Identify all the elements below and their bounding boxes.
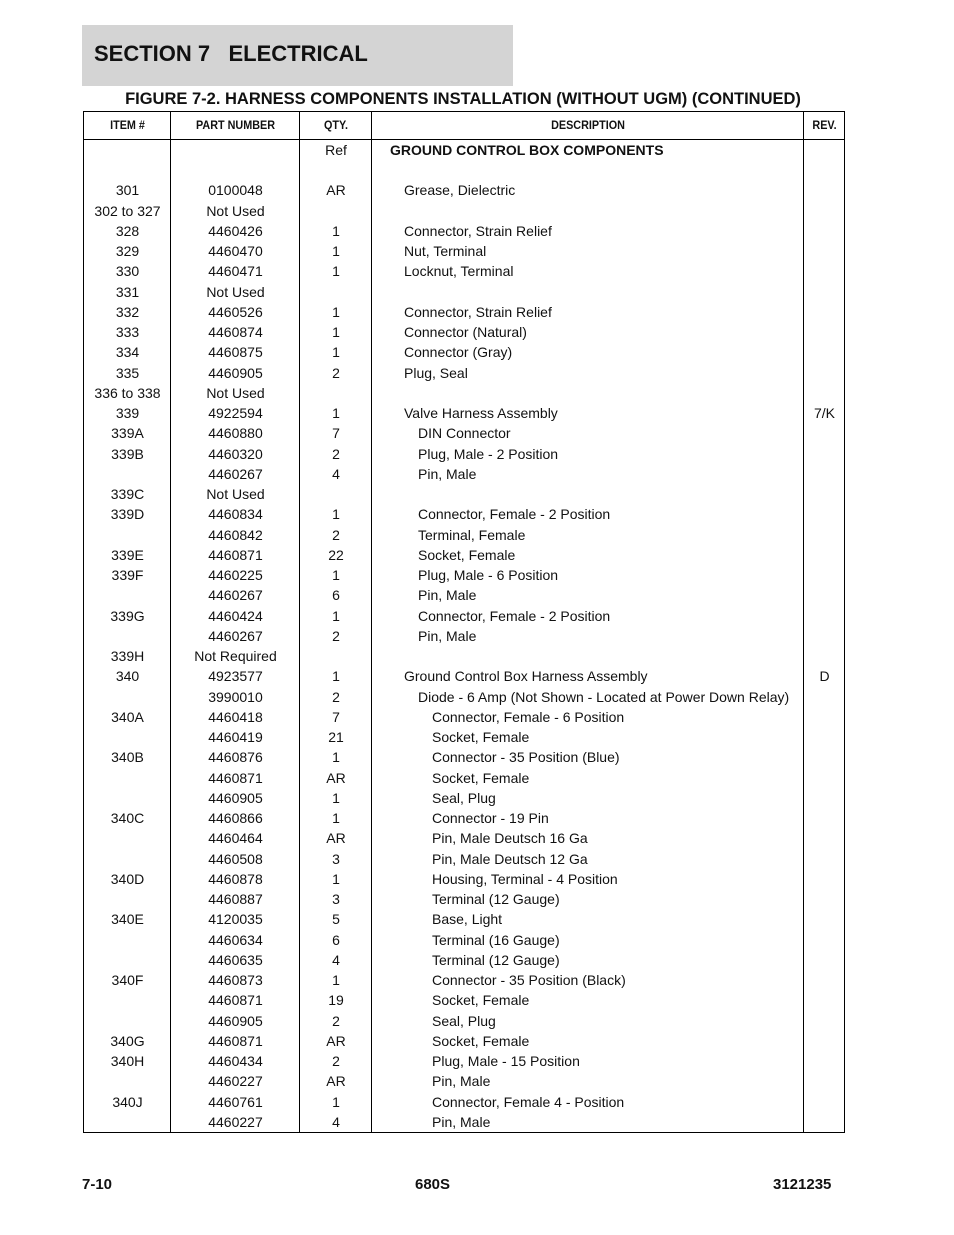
part-number-cell: 4460419 [208, 729, 263, 745]
table-row [84, 403, 844, 423]
item-number-cell: 339B [111, 445, 144, 462]
description-cell: Pin, Male [418, 465, 477, 482]
description-cell: Connector - 19 Pin [432, 810, 549, 826]
item-number-cell: 340D [110, 870, 145, 887]
quantity-cell: 1 [332, 607, 340, 624]
description-cell: Locknut, Terminal [404, 263, 514, 280]
description-cell: Terminal, Female [418, 526, 526, 543]
quantity-cell: AR [326, 1073, 346, 1090]
table-row [84, 282, 844, 302]
table-row [84, 201, 844, 221]
item-number-cell: 332 [115, 303, 140, 320]
part-number-cell: 4460871 [208, 992, 263, 1009]
table-row [84, 828, 844, 848]
table-row [84, 1092, 844, 1112]
description-cell: Socket, Female [418, 546, 516, 563]
quantity-cell: 3 [332, 850, 340, 867]
item-number-cell: 340G [110, 1032, 145, 1049]
table-row [84, 525, 844, 545]
item-number-cell: 340C [110, 810, 145, 826]
part-number-cell: 4460880 [208, 425, 263, 442]
column-header-item: ITEM # [110, 118, 145, 132]
description-cell: Ground Control Box Harness Assembly [404, 668, 648, 685]
table-row [84, 423, 844, 443]
description-cell: Terminal (16 Gauge) [432, 931, 560, 948]
part-number-cell: 4923577 [208, 668, 263, 685]
part-number-cell: 4460227 [208, 1113, 263, 1130]
quantity-cell: 2 [332, 627, 340, 644]
quantity-cell: AR [326, 182, 346, 199]
part-number-cell: Not Required [194, 648, 277, 664]
table-row [84, 464, 844, 484]
description-cell: Grease, Dielectric [404, 182, 516, 199]
table-row [84, 322, 844, 342]
quantity-cell: 1 [332, 344, 340, 361]
table-row [84, 504, 844, 524]
item-number-cell: 302 to 327 [94, 202, 161, 219]
description-cell: Plug, Male - 6 Position [418, 567, 559, 583]
quantity-cell: 1 [332, 222, 340, 239]
table-row [84, 808, 844, 828]
table-row [84, 768, 844, 788]
part-number-cell: 4460424 [208, 607, 263, 624]
part-number-cell: 4120035 [208, 911, 263, 928]
quantity-cell: 1 [332, 789, 340, 806]
item-number-cell: 339G [110, 607, 145, 624]
table-row [84, 180, 844, 200]
item-number-cell: 330 [115, 263, 140, 280]
table-row [84, 302, 844, 322]
part-number-cell: 4460434 [208, 1053, 263, 1069]
quantity-cell: AR [326, 830, 346, 847]
quantity-cell: 1 [332, 324, 340, 340]
item-number-cell: 340A [111, 708, 144, 725]
quantity-cell: 1 [332, 405, 340, 421]
part-number-cell: 4460887 [208, 891, 263, 907]
description-cell: Connector - 35 Position (Blue) [432, 749, 620, 766]
description-cell: Pin, Male [432, 1073, 491, 1090]
column-header-rev: REV. [812, 118, 837, 132]
table-row [84, 383, 844, 403]
quantity-cell: 1 [332, 749, 340, 766]
item-number-cell: 301 [115, 182, 140, 199]
quantity-cell: 7 [332, 425, 340, 442]
footer-model: 680S [415, 1176, 451, 1193]
quantity-cell: 4 [332, 951, 340, 968]
table-row [84, 889, 844, 909]
table-row [84, 950, 844, 970]
quantity-cell: 2 [332, 364, 340, 381]
table-row [84, 930, 844, 950]
column-header-qty: QTY. [323, 118, 348, 132]
quantity-cell: 3 [332, 891, 340, 907]
item-number-cell: 329 [115, 243, 140, 259]
description-cell: Connector, Female - 2 Position [418, 607, 611, 624]
description-cell: Connector, Female - 2 Position [418, 506, 611, 523]
part-number-cell: 3990010 [208, 688, 263, 705]
quantity-cell: 19 [328, 992, 344, 1009]
table-row [84, 565, 844, 585]
quantity-cell: 2 [332, 688, 340, 705]
item-number-cell: 340E [111, 911, 144, 928]
table-row [84, 585, 844, 605]
part-number-cell: 4460320 [208, 445, 263, 462]
description-cell: Housing, Terminal - 4 Position [432, 870, 618, 887]
column-header-part-number: PART NUMBER [195, 118, 276, 132]
description-cell: Plug, Seal [404, 364, 468, 381]
description-cell: Connector, Female 4 - Position [432, 1093, 625, 1110]
part-number-cell: 4460874 [208, 324, 263, 340]
item-number-cell: 339F [111, 567, 144, 583]
part-number-cell: 4460866 [208, 810, 263, 826]
item-number-cell: 331 [115, 283, 140, 300]
item-number-cell: 339E [111, 546, 144, 563]
item-number-cell: 339A [111, 425, 144, 442]
table-row [84, 990, 844, 1010]
part-number-cell: 4922594 [208, 405, 263, 421]
item-number-cell: 339C [110, 486, 145, 502]
table-row [84, 261, 844, 281]
quantity-cell: 6 [332, 587, 340, 604]
parts-table [83, 111, 845, 1133]
item-number-cell: 335 [115, 364, 140, 381]
description-cell: Pin, Male Deutsch 12 Ga [432, 850, 588, 867]
quantity-cell: Ref [325, 142, 347, 158]
table-row [84, 666, 844, 686]
quantity-cell: 2 [332, 445, 340, 462]
section-title: SECTION 7 ELECTRICAL [94, 41, 368, 66]
quantity-cell: 4 [332, 1113, 340, 1130]
part-number-cell: 4460878 [208, 870, 263, 887]
column-header-description: DESCRIPTION [551, 118, 625, 132]
description-cell: Plug, Male - 15 Position [432, 1053, 580, 1069]
part-number-cell: 4460267 [208, 465, 263, 482]
item-number-cell: 339 [115, 405, 140, 421]
footer-page-number: 7-10 [82, 1176, 113, 1193]
section-header-band [82, 25, 513, 86]
description-cell: Connector, Strain Relief [404, 222, 552, 239]
description-cell: Pin, Male [432, 1113, 491, 1130]
quantity-cell: 4 [332, 465, 340, 482]
part-number-cell: 0100048 [208, 182, 263, 199]
description-cell: Seal, Plug [432, 1012, 496, 1029]
description-cell: Socket, Female [432, 769, 530, 786]
quantity-cell: 1 [332, 972, 340, 988]
part-number-cell: 4460834 [208, 506, 263, 523]
description-cell: Plug, Male - 2 Position [418, 445, 559, 462]
quantity-cell: 1 [332, 567, 340, 583]
table-row [84, 909, 844, 929]
revision-cell: 7/K [813, 405, 835, 421]
part-number-cell: Not Used [206, 283, 265, 300]
item-number-cell: 339H [110, 648, 145, 664]
table-row [84, 1112, 844, 1132]
part-number-cell: 4460871 [208, 769, 263, 786]
item-number-cell: 339D [110, 506, 145, 523]
quantity-cell: 1 [332, 810, 340, 826]
quantity-cell: 5 [332, 911, 340, 928]
table-row [84, 444, 844, 464]
part-number-cell: 4460634 [208, 931, 263, 948]
footer-doc-number: 3121235 [773, 1176, 832, 1193]
table-row [84, 140, 844, 160]
item-number-cell: 333 [115, 324, 140, 340]
item-number-cell: 340B [111, 749, 144, 766]
description-cell: Connector, Strain Relief [404, 303, 552, 320]
part-number-cell: 4460267 [208, 587, 263, 604]
item-number-cell: 334 [115, 344, 140, 361]
table-row [84, 342, 844, 362]
description-cell: Terminal (12 Gauge) [432, 891, 560, 907]
item-number-cell: 340 [115, 668, 140, 685]
part-number-cell: 4460873 [208, 972, 263, 988]
table-row [84, 687, 844, 707]
table-row [84, 747, 844, 767]
part-number-cell: Not Used [206, 384, 265, 401]
table-row [84, 484, 844, 504]
quantity-cell: 1 [332, 1093, 340, 1110]
figure-title: FIGURE 7-2. HARNESS COMPONENTS INSTALLATION (WITHOUT UGM) (CONTINUED) [125, 90, 801, 108]
table-row [84, 606, 844, 626]
description-cell: Connector (Natural) [404, 324, 527, 340]
table-row [84, 1011, 844, 1031]
part-number-cell: Not Used [206, 202, 265, 219]
revision-cell: D [819, 668, 830, 685]
part-number-cell: 4460842 [208, 526, 263, 543]
table-row [84, 849, 844, 869]
quantity-cell: 1 [332, 870, 340, 887]
table-row [84, 788, 844, 808]
part-number-cell: 4460871 [208, 546, 263, 563]
part-number-cell: 4460267 [208, 627, 263, 644]
quantity-cell: 2 [332, 1012, 340, 1029]
description-cell: Pin, Male Deutsch 16 Ga [432, 830, 588, 847]
quantity-cell: 1 [332, 263, 340, 280]
table-row [84, 241, 844, 261]
part-number-cell: 4460871 [208, 1032, 263, 1049]
description-cell: Socket, Female [432, 729, 530, 745]
quantity-cell: 21 [328, 729, 344, 745]
description-cell: Valve Harness Assembly [404, 405, 558, 421]
table-row [84, 869, 844, 889]
part-number-cell: 4460905 [208, 364, 263, 381]
table-row [84, 221, 844, 241]
quantity-cell: 7 [332, 708, 340, 725]
table-row [84, 1071, 844, 1091]
quantity-cell: AR [326, 769, 346, 786]
description-cell: Seal, Plug [432, 789, 496, 806]
item-number-cell: 336 to 338 [94, 384, 161, 401]
table-row [84, 970, 844, 990]
description-cell: Connector - 35 Position (Black) [432, 972, 626, 988]
description-cell: DIN Connector [418, 425, 511, 442]
table-row [84, 626, 844, 646]
part-number-cell: Not Used [206, 486, 265, 502]
description-cell: Pin, Male [418, 627, 477, 644]
part-number-cell: 4460225 [208, 567, 263, 583]
quantity-cell: 1 [332, 668, 340, 685]
table-row [84, 363, 844, 383]
quantity-cell: 1 [332, 303, 340, 320]
quantity-cell: 2 [332, 526, 340, 543]
quantity-cell: 2 [332, 1053, 340, 1069]
description-cell: Terminal (12 Gauge) [432, 951, 560, 968]
description-cell: Diode - 6 Amp (Not Shown - Located at Power Down Relay) [418, 688, 790, 705]
part-number-cell: 4460470 [208, 243, 263, 259]
part-number-cell: 4460635 [208, 951, 263, 968]
description-cell: GROUND CONTROL BOX COMPONENTS [390, 142, 664, 158]
table-row [84, 1031, 844, 1051]
part-number-cell: 4460875 [208, 344, 263, 361]
table-row [84, 707, 844, 727]
description-cell: Connector, Female - 6 Position [432, 708, 625, 725]
item-number-cell: 340F [111, 972, 144, 988]
table-row [84, 1051, 844, 1071]
part-number-cell: 4460471 [208, 263, 263, 280]
part-number-cell: 4460905 [208, 789, 263, 806]
part-number-cell: 4460761 [208, 1093, 263, 1110]
part-number-cell: 4460905 [208, 1012, 263, 1029]
quantity-cell: 22 [328, 546, 344, 563]
description-cell: Socket, Female [432, 1032, 530, 1049]
quantity-cell: AR [326, 1032, 346, 1049]
part-number-cell: 4460418 [208, 708, 263, 725]
description-cell: Socket, Female [432, 992, 530, 1009]
item-number-cell: 328 [115, 222, 140, 239]
item-number-cell: 340J [112, 1093, 143, 1110]
table-row [84, 727, 844, 747]
description-cell: Nut, Terminal [404, 243, 487, 259]
quantity-cell: 1 [332, 243, 340, 259]
description-cell: Base, Light [432, 911, 503, 928]
table-row [84, 646, 844, 666]
table-row [84, 545, 844, 565]
part-number-cell: 4460526 [208, 303, 263, 320]
quantity-cell: 1 [332, 506, 340, 523]
part-number-cell: 4460426 [208, 222, 263, 239]
part-number-cell: 4460876 [208, 749, 263, 766]
part-number-cell: 4460227 [208, 1073, 263, 1090]
part-number-cell: 4460464 [208, 830, 263, 847]
part-number-cell: 4460508 [208, 850, 263, 867]
description-cell: Pin, Male [418, 587, 477, 604]
quantity-cell: 6 [332, 931, 340, 948]
description-cell: Connector (Gray) [404, 344, 513, 361]
item-number-cell: 340H [110, 1053, 145, 1069]
